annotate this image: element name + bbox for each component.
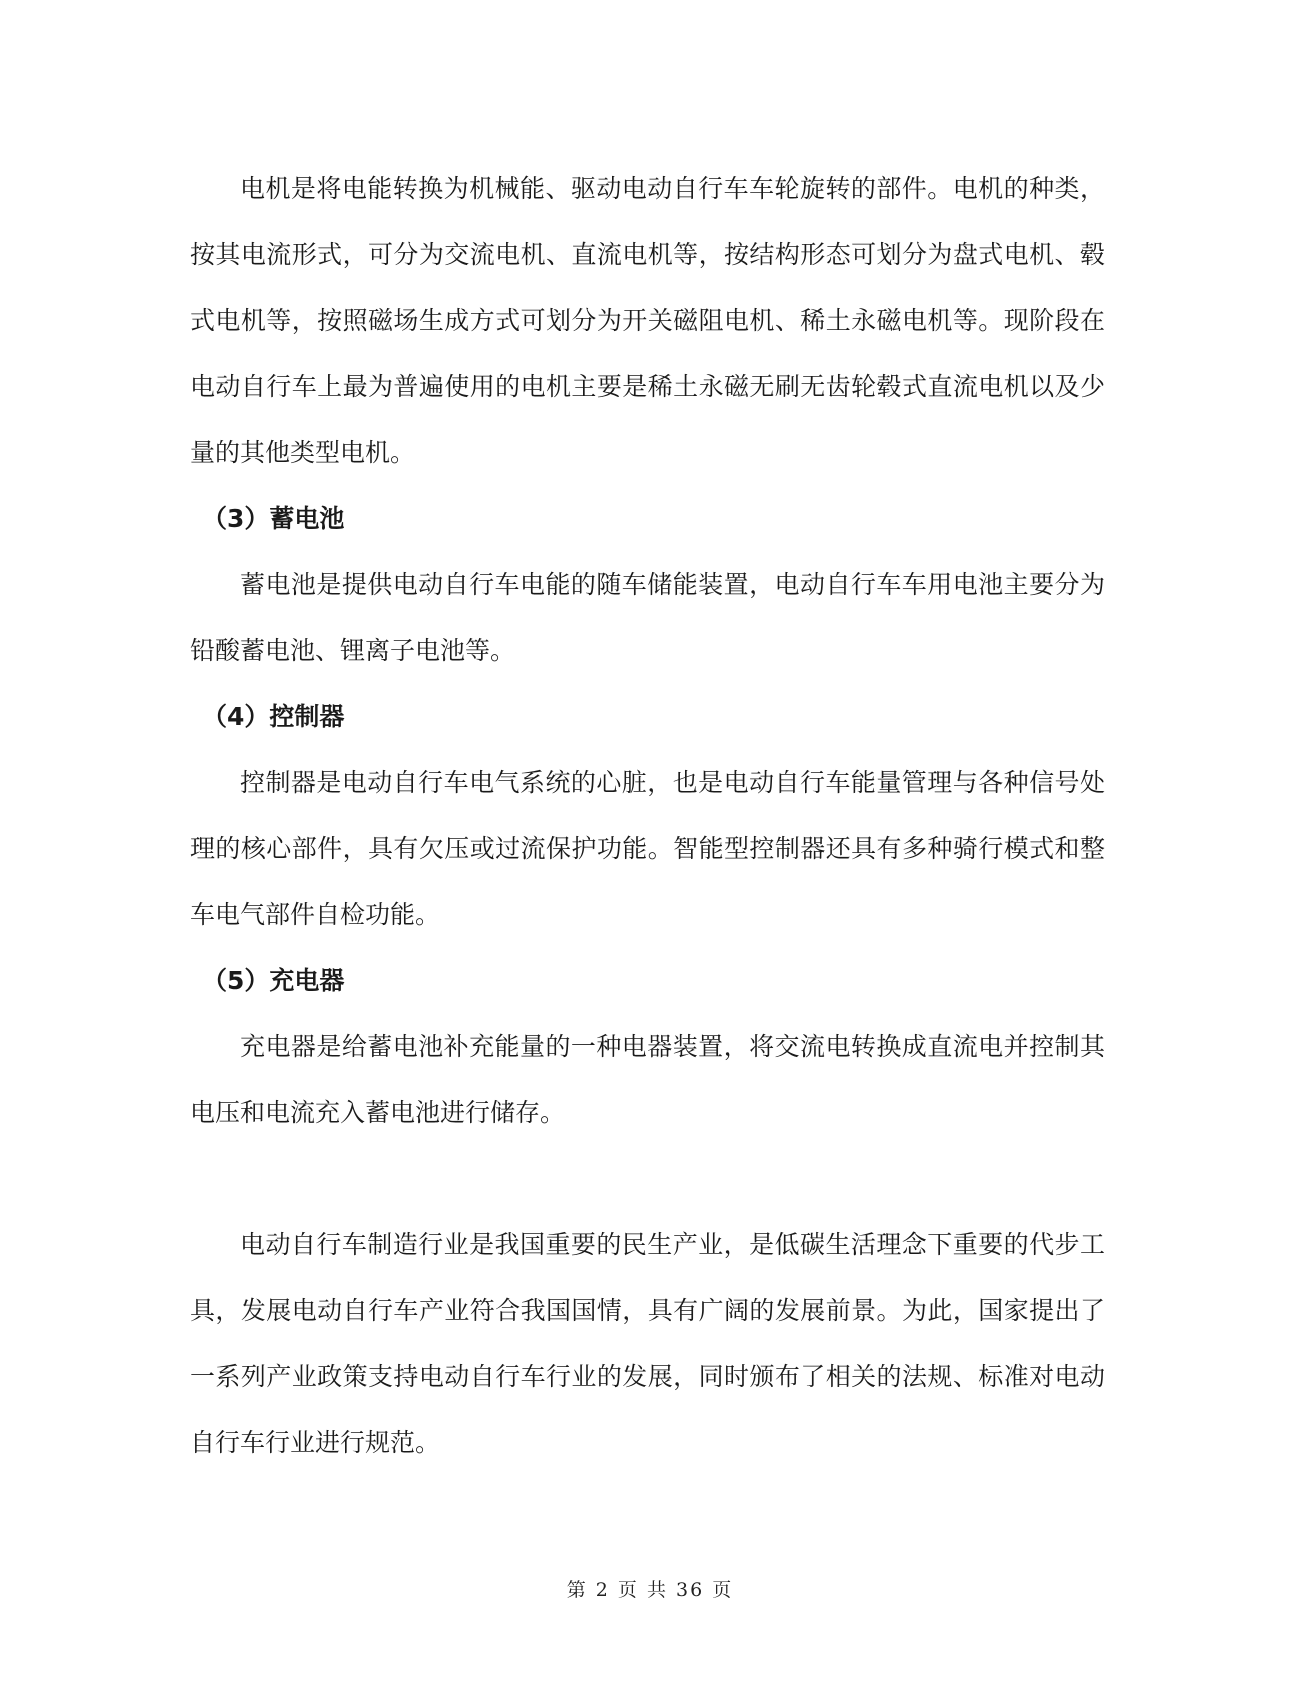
- paragraph-charger: 充电器是给蓄电池补充能量的一种电器装置，将交流电转换成直流电并控制其电压和电流充入蓄电池进行储存。: [190, 1032, 1105, 1127]
- paragraph-industry: 电动自行车制造行业是我国重要的民生产业，是低碳生活理念下重要的代步工具，发展电动自行车产业符合我国国情，具有广阔的发展前景。为此，国家提出了一系列产业政策支持电动自行车行业的发展，同时颁布了相关的法规、标准对电动自行车行业进行规范。: [190, 1230, 1105, 1457]
- section-heading-battery: （3）蓄电池: [202, 504, 345, 533]
- section-heading-charger: （5）充电器: [202, 966, 345, 995]
- paragraph-spacer: [190, 1146, 1105, 1212]
- document-body: [190, 156, 1105, 1476]
- paragraph-motor: 电机是将电能转换为机械能、驱动电动自行车车轮旋转的部件。电机的种类，按其电流形式，可分为交流电机、直流电机等，按结构形态可划分为盘式电机、毂式电机等，按照磁场生成方式可划分为开关磁阻电机、稀土永磁电机等。现阶段在电动自行车上最为普遍使用的电机主要是稀土永磁无刷无齿轮毂式直流电机以及少量的其他类型电机。: [190, 174, 1105, 467]
- section-heading-controller: （4）控制器: [202, 702, 345, 731]
- paragraph-controller: 控制器是电动自行车电气系统的心脏，也是电动自行车能量管理与各种信号处理的核心部件，具有欠压或过流保护功能。智能型控制器还具有多种骑行模式和整车电气部件自检功能。: [190, 768, 1105, 929]
- page-footer: 第 2 页 共 36 页: [566, 1579, 734, 1601]
- paragraph-battery: 蓄电池是提供电动自行车电能的随车储能装置，电动自行车车用电池主要分为铅酸蓄电池、锂离子电池等。: [190, 570, 1105, 665]
